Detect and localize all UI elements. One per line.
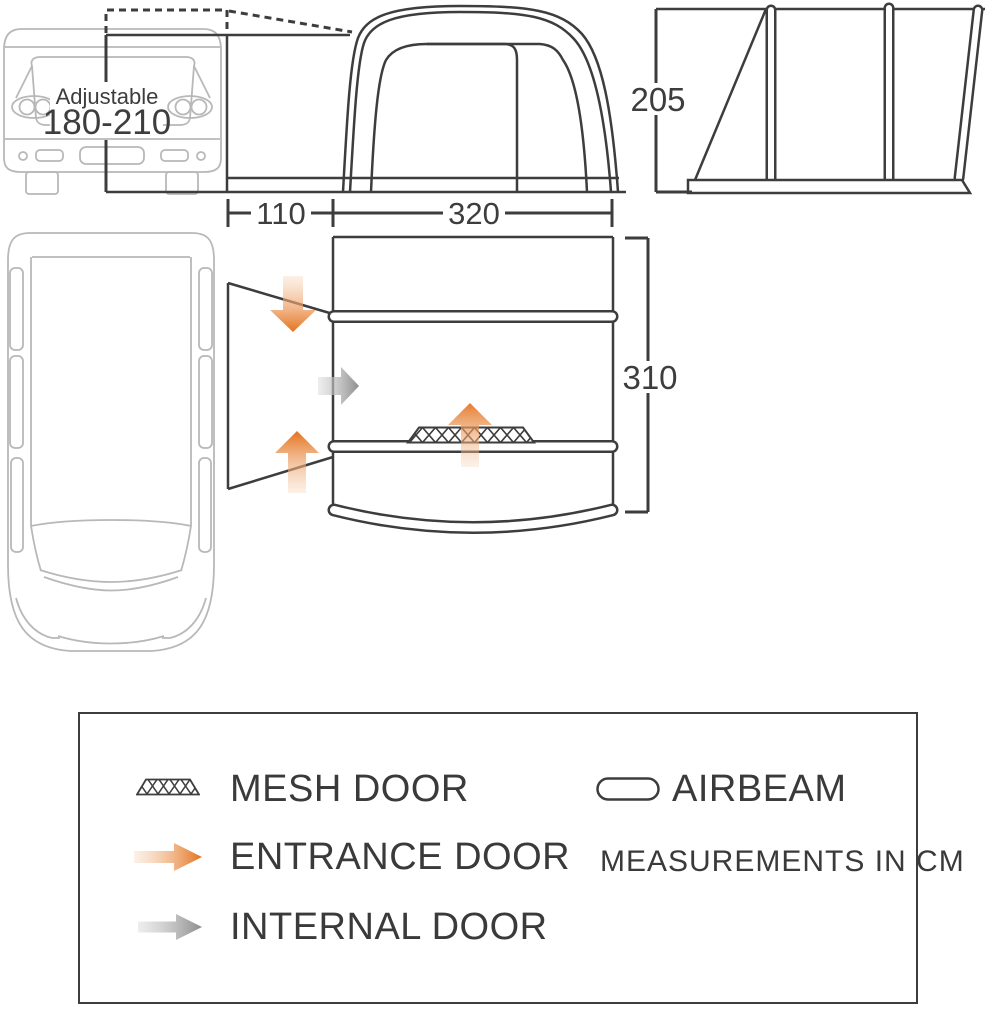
measurements-note: MEASUREMENTS IN CM bbox=[600, 845, 965, 878]
airbeam-side-rear bbox=[959, 10, 978, 178]
legend-label-airbeam: AIRBEAM bbox=[672, 768, 847, 810]
entrance-door-arrow-icon bbox=[134, 843, 202, 871]
van-top-view bbox=[8, 233, 214, 651]
mesh-door-icon bbox=[136, 778, 200, 796]
dim-310-label: 310 bbox=[622, 359, 678, 396]
entrance-arrow-top bbox=[270, 276, 316, 332]
legend-box bbox=[78, 712, 965, 1004]
dim-110-label: 110 bbox=[256, 196, 306, 231]
awning-side-view bbox=[630, 8, 985, 193]
legend-label-internal-door: INTERNAL DOOR bbox=[230, 906, 548, 948]
airbeam-rear-curved bbox=[334, 510, 612, 528]
internal-door-arrow bbox=[318, 367, 359, 405]
dim-320-label: 320 bbox=[448, 196, 500, 231]
adjustable-label: Adjustable bbox=[55, 84, 159, 109]
airbeam-icon bbox=[596, 777, 660, 801]
awning-floor-plan bbox=[228, 237, 678, 528]
adjustable-range-label: 180-210 bbox=[42, 103, 172, 142]
legend-label-mesh-door: MESH DOOR bbox=[230, 768, 469, 810]
dim-width bbox=[228, 196, 612, 231]
dim-adjustable bbox=[43, 35, 171, 192]
dim-205-label: 205 bbox=[630, 81, 686, 118]
legend-label-entrance-door: ENTRANCE DOOR bbox=[230, 836, 571, 878]
internal-door-arrow-icon bbox=[138, 914, 202, 940]
